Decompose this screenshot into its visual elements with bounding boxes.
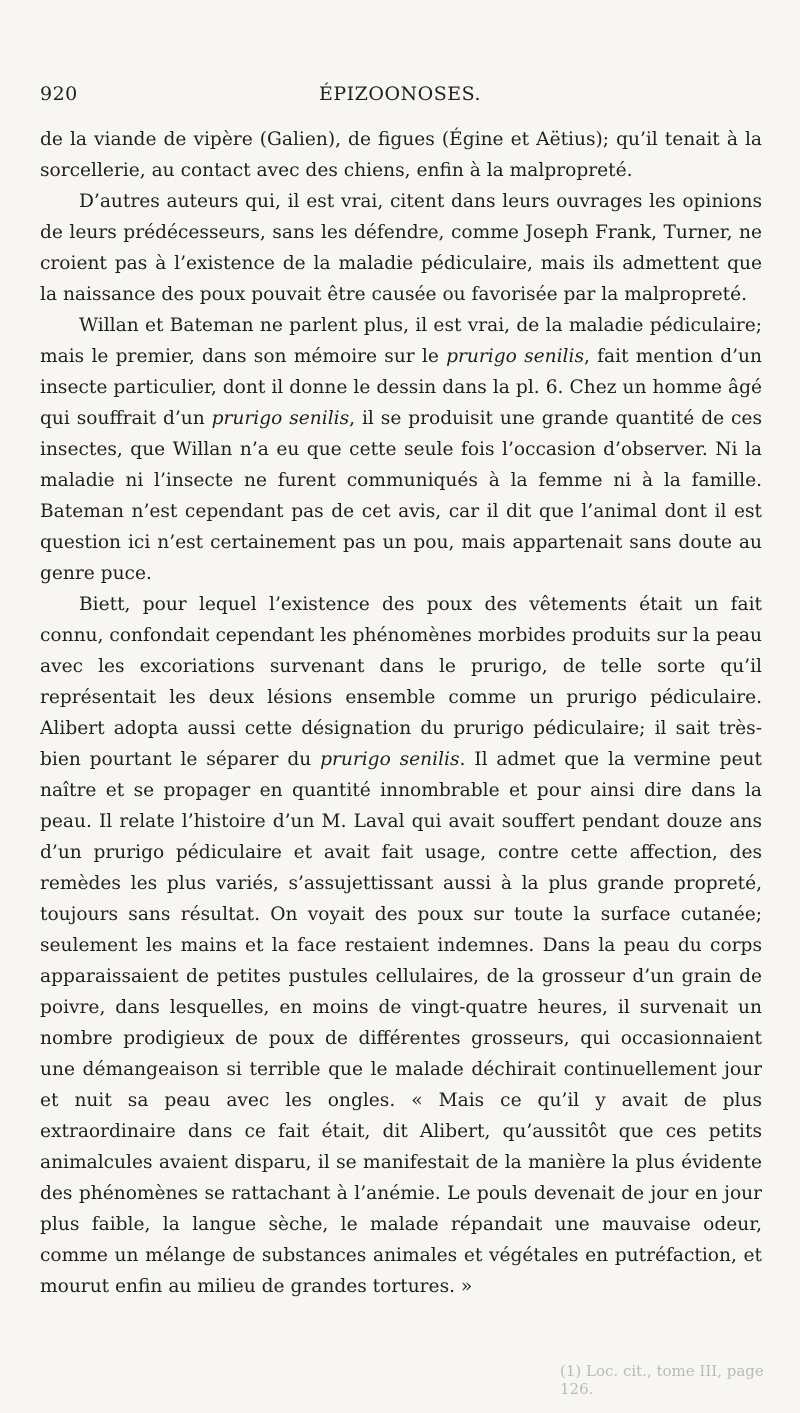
paragraph-3 xyxy=(40,310,762,589)
body-text xyxy=(40,124,762,1302)
show-through-footnote: (1) Loc. cit., tome III, page 126. xyxy=(560,1362,764,1398)
running-title: ÉPIZOONOSES. xyxy=(319,83,481,105)
paragraph-4-text-b: . Il admet que la vermine peut naître et se propager en quantité innombrable et pour ainsi dire dans la peau. Il relate l’histoire d’un M. Laval qui avait souffert pendant douze ans d’un prurigo pédiculaire et avait fait usage, contre cette affection, des remèdes les plus variés, s’assujettissant aussi à la plus grande propreté, toujours sans résultat. On voyait des poux sur toute la surface cutanée; seulement les mains et la face restaient indemnes. Dans la peau du corps apparaissaient de petites pustules cellulaires, de la grosseur d’un grain de poivre, dans lesquelles, en moins de vingt-quatre heures, il survenait un nombre prodigieux de poux de différentes grosseurs, qui occasionnaient une démangeaison si terrible que le malade déchirait continuellement jour et nuit sa peau avec les ongles. « Mais ce qu’il y avait de plus extraordinaire dans ce fait était, dit Alibert, qu’aussitôt que ces petits animalcules avaient disparu, il se manifestait de la manière la plus évidente des phénomènes se rattachant à l’anémie. Le pouls devenait de jour en jour plus faible, la langue sèche, le malade répandait une mauvaise odeur, comme un mélange de substances animales et végétales en putréfaction, et mourut enfin au milieu de grandes tortures. » xyxy=(40,749,762,1297)
paragraph-3-italic-1: prurigo senilis xyxy=(446,346,584,367)
paragraph-2: D’autres auteurs qui, il est vrai, citent dans leurs ouvrages les opinions de leurs prédécesseurs, sans les défendre, comme Joseph Frank, Turner, ne croient pas à l’existence de la maladie pédiculaire, mais ils admettent que la naissance des poux pouvait être causée ou favorisée par la malpropreté. xyxy=(40,191,762,305)
page-number: 920 xyxy=(40,83,78,105)
page-header xyxy=(40,83,760,113)
paragraph-3-italic-2: prurigo senilis xyxy=(211,408,350,429)
paragraph-3-text-b: , fait mention d’un insecte particulier, dont il donne le dessin dans la pl. 6. Chez un homme âgé qui souffrait d’un xyxy=(40,346,762,429)
paragraph-4-italic-1: prurigo senilis xyxy=(320,749,460,770)
paragraph-3-text-c: , il se produisit une grande quantité de ces insectes, que Willan n’a eu que cette seule fois l’occasion d’observer. Ni la maladie ni l’insecte ne furent communiqués à la femme ni à la famille. Bateman n’est cependant pas de cet avis, car il dit que l’animal dont il est question ici n’est certainement pas un pou, mais appartenait sans doute au genre puce. xyxy=(40,408,762,584)
paragraph-1: de la viande de vipère (Galien), de figues (Égine et Aëtius); qu’il tenait à la sorcellerie, au contact avec des chiens, enfin à la malpropreté. xyxy=(40,129,762,181)
paragraph-4-text-a: Biett, pour lequel l’existence des poux des vêtements était un fait connu, confondait cependant les phénomènes morbides produits sur la peau avec les excoriations survenant dans le prurigo, de telle sorte qu’il représentait les deux lésions ensemble comme un prurigo pédiculaire. Alibert adopta aussi cette désignation du prurigo pédiculaire; il sait très-bien pourtant le séparer du xyxy=(40,594,762,770)
paragraph-4 xyxy=(40,589,762,1302)
paragraph-3-text-a: Willan et Bateman ne parlent plus, il est vrai, de la maladie pédiculaire; mais le premier, dans son mémoire sur le xyxy=(40,315,762,367)
